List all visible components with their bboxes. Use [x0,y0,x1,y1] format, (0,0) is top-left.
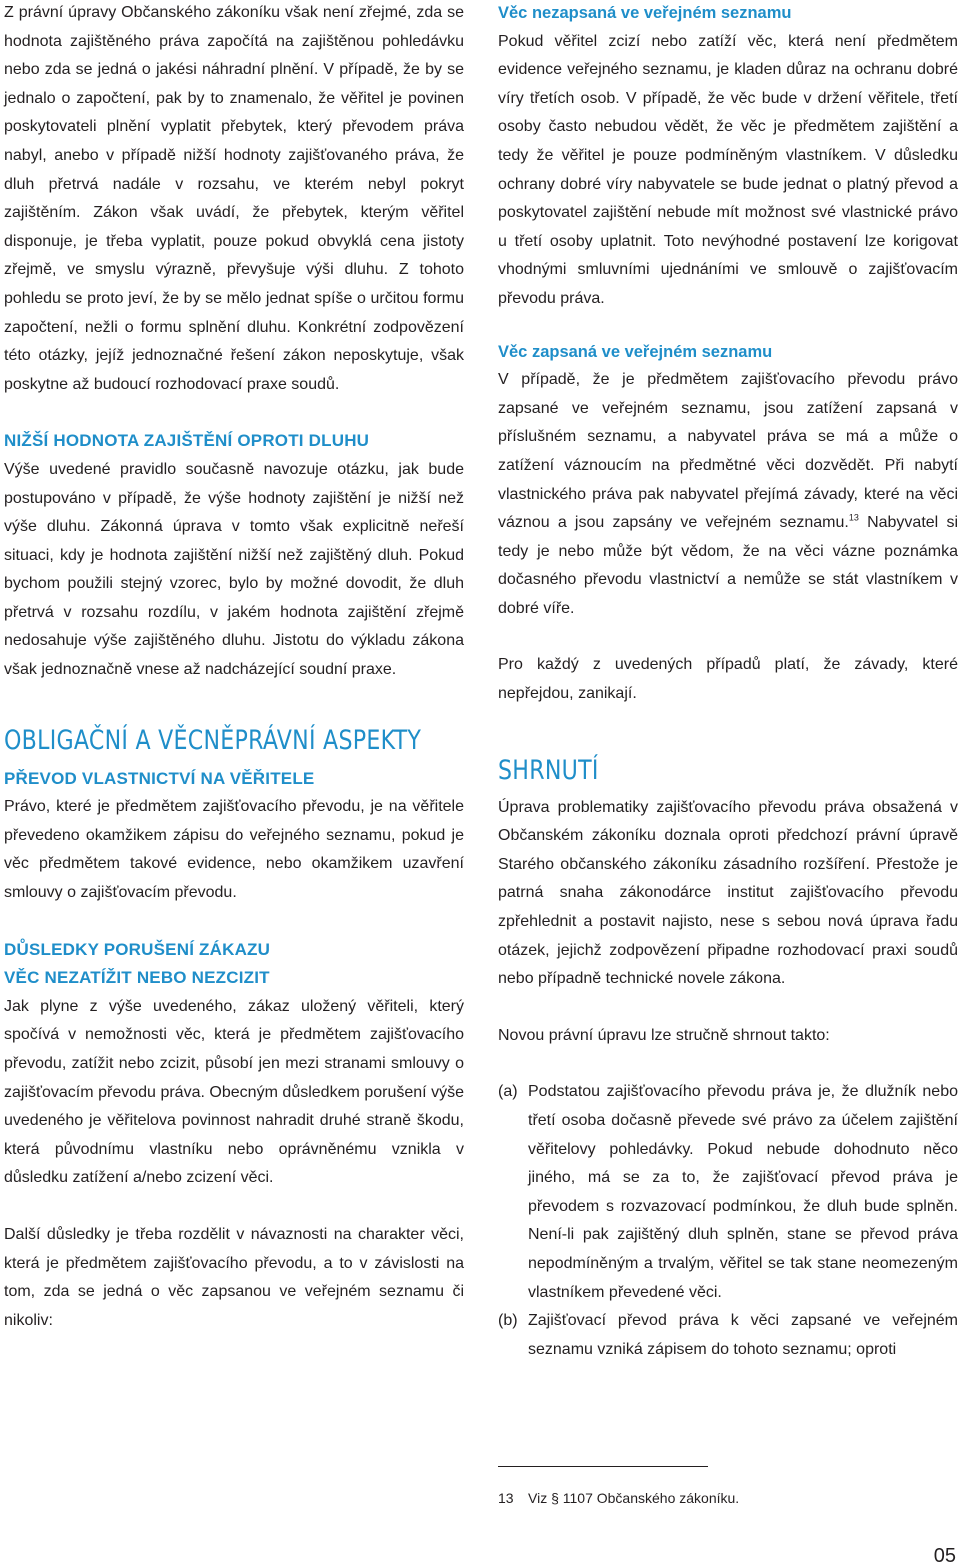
footnote-reference[interactable]: 13 [848,512,859,523]
left-column [4,0,464,1335]
registered-text-part-2: Nabyvatel si tedy je nebo může být vědom, že na věci vázne poznámka dočasného převodu vlastnictví a nemůže se stát vlastníkem v dobré víře. [498,514,959,617]
paragraph-summary-intro: Novou právní úpravu lze stručně shrnout takto: [498,1026,830,1044]
paragraph-lower-value: Výše uvedené pravidlo současně navozuje otázku, jak bude postupováno v případě, že výše hodnoty zajištění je nižší než výše dluhu. Zákonná úprava v tomto však explicitně neřeší situaci, kdy je hodnota zajištění nižší než zajištěný dluh. Pokud bychom použili stejný vzorec, bylo by možné dovodit, že dluh přetrvá v rozsahu rozdílu, v jakém hodnota zajištění zřejmě nedosahuje výše zajištěného dluhu. Jistotu do výkladu zákona však jednoznačně vnese až nadcházející soudní praxe. [4,460,464,679]
footnote-divider [498,1466,708,1467]
paragraph-all-cases: Pro každý z uvedených případů platí, že závady, které nepřejdou, zanikají. [498,656,958,703]
list-item [498,1307,958,1364]
registered-text-part-1: V případě, že je předmětem zajišťovacího převodu právo zapsané ve veřejném seznamu, jsou zatížení zapsaná v příslušném seznamu, a nabyvatel práva se má a může o zatížení váznoucím na předmětné věci dozvědět. Při nabytí vlastnického práva pak nabyvatel přejímá závady, které na věci váznou a jsou zapsány ve veřejném seznamu. [498,371,958,532]
paragraph-unregistered-thing: Pokud věřitel zcizí nebo zatíží věc, která není předmětem evidence veřejného seznamu, je kladen důraz na ochranu dobré víry třetích osob. V případě, že věc bude v držení věřitele, třetí osoby často nebudou vědět, že věc je předmětem zajištění a tedy že věřitel je pouze podmíněným vlastníkem. V důsledku ochrany dobré víry nabyvatele se bude jednat o platný převod a poskytovatel zajištění nebude mít možnost své vlastnické právo u třetí osoby uplatnit. Toto nevýhodné postavení lze korigovat vhodnými smluvními ujednáními ve smlouvě o zajišťovacím převodu práva. [498,32,958,307]
section-title-summary: SHRNUTÍ [498,754,599,786]
list-marker: (b) [498,1312,518,1330]
footnote-text: Viz § 1107 Občanského zákoníku. [528,1490,740,1506]
heading-registered-thing: Věc zapsaná ve veřejném seznamu [498,342,773,361]
list-item-text: Podstatou zajišťovacího převodu práva je, že dlužník nebo třetí osoba dočasně převede své právo za účelem zajištění věřitelovy pohledávky. Pokud nebude dohodnuto něco jiného, má se za to, že zajišťovací převod práva je převodem s rozvazovací podmínkou, že dluh bude splněn. Není-li pak zajištěný dluh splněn, stane se převod práva nepodmíněným a trvalým, věřitel se tak stane neomezeným vlastníkem převedené věci. [528,1083,958,1301]
list-item [498,1078,958,1307]
paragraph-settlement-question: Z právní úpravy Občanského zákoníku však není zřejmé, zda se hodnota zajištěného práva započítá na zajištěnou pohledávku nebo zda se jedná o jakési náhradní plnění. V případě, že by se jednalo o započtení, pak by to znamenalo, že věřitel je povinen poskytovateli plnění vyplatit přebytek, který převodem práva nabyl, anebo v případě nižší hodnoty zajišťovaného práva, že dluh přetrvá nadále v rozsahu, ve kterém nebyl pokryt zajištěním. Zákon však uvádí, že přebytek, kterým věřitel disponuje, je třeba vyplatit, pouze pokud obvyklá cena jistoty zřejmě, ve smyslu výrazně, převyšuje výši dluhu. Z tohoto pohledu se proto jeví, že by se mělo jednat spíše o určitou formu započtení, nežli o formu splnění dluhu. Konkrétní zodpovězení této otázky, jejíž jednoznačné řešení zákon neposkytuje, však poskytne až budoucí rozhodovací praxe soudů. [4,4,464,393]
heading-breach-consequences-2: VĚC NEZATÍŽIT NEBO NEZCIZIT [4,968,270,988]
heading-lower-security-value: NIŽŠÍ HODNOTA ZAJIŠTĚNÍ OPROTI DLUHU [4,431,370,451]
paragraph-breach-consequences: Jak plyne z výše uvedeného, zákaz uložený věřiteli, který spočívá v nemožnosti věc, která je předmětem zajišťovacího převodu, zatížit nebo zcizit, působí jen mezi stranami smlouvy o zajišťovacím převodu práva. Obecným důsledkem porušení výše uvedeného je věřitelova povinnost nahradit druhé straně škodu, která původnímu vlastníku nebo oprávněnému vznikla v důsledku zatížení a/nebo zcizení věci. [4,997,464,1187]
section-title-obligations: OBLIGAČNÍ A VĚCNĚPRÁVNÍ ASPEKTY [4,724,422,756]
paragraph-registered-thing [498,366,958,623]
list-marker: (a) [498,1083,518,1101]
page-number: 05 [933,1545,956,1567]
summary-list [498,1078,958,1364]
heading-ownership-transfer: PŘEVOD VLASTNICTVÍ NA VĚŘITELE [4,768,315,788]
paragraph-ownership-transfer: Právo, které je předmětem zajišťovacího převodu, je na věřitele převedeno okamžikem zápisu do veřejného seznamu, pokud je věc předmětem takové evidence, nebo okamžikem uzavření smlouvy o zajišťovacím převodu. [4,798,464,902]
right-column [498,0,958,1364]
list-item-text: Zajišťovací převod práva k věci zapsané ve veřejném seznamu vzniká zápisem do tohoto seznamu; oproti [528,1312,958,1358]
heading-unregistered-thing: Věc nezapsaná ve veřejném seznamu [498,4,792,22]
heading-breach-consequences-1: DŮSLEDKY PORUŠENÍ ZÁKAZU [4,939,271,959]
footnote-number: 13 [498,1490,514,1506]
paragraph-summary: Úprava problematiky zajišťovacího převodu práva obsažená v Občanském zákoníku doznala oproti předchozí právní úpravě Starého občanského zákoníku zásadního rozšíření. Přestože je patrná snaha zákonodárce institut zajišťovacího převodu zpřehlednit a postavit najisto, nese s sebou nová úprava řadu otázek, jejichž zodpovězení připadne rozhodovací praxi soudů nebo případně technické novele zákona. [498,798,958,988]
footnote [498,1488,739,1508]
paragraph-further-consequences: Další důsledky je třeba rozdělit v návaznosti na charakter věci, která je předmětem zajišťovacího převodu, a to v závislosti na tom, zda se jedná o věc zapsanou ve veřejném seznamu či nikoliv: [4,1225,464,1329]
